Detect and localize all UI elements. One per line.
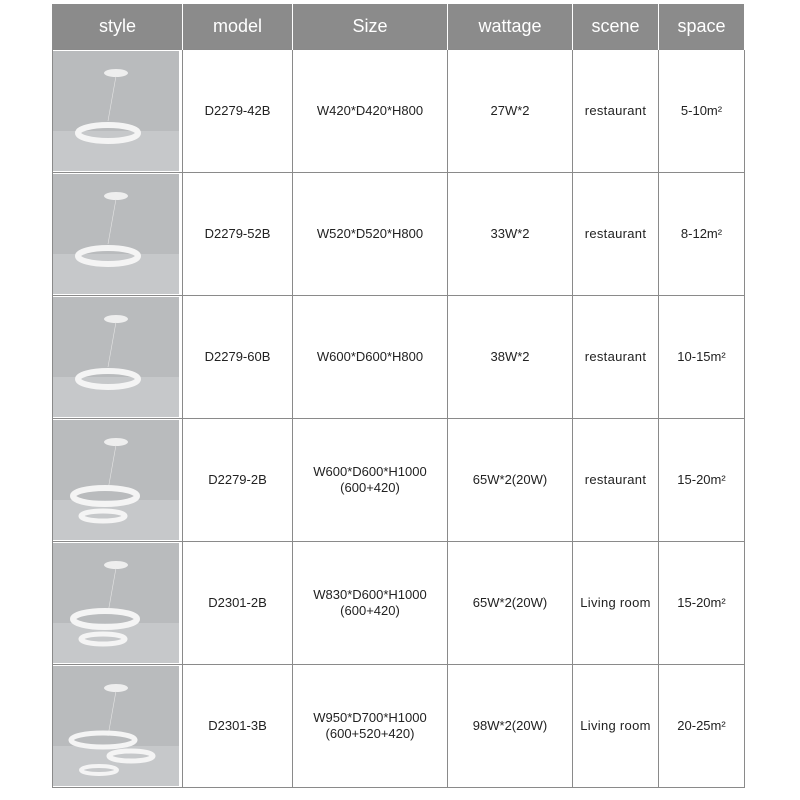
size-line: (600+420) — [340, 603, 400, 618]
model-cell: D2279-52B — [183, 173, 293, 296]
wattage-cell: 98W*2(20W) — [448, 665, 573, 788]
size-line: W420*D420*H800 — [316, 103, 424, 118]
style-cell — [53, 542, 183, 665]
scene-cell: restaurant — [573, 50, 659, 173]
scene-cell: restaurant — [573, 296, 659, 419]
header-scene: scene — [573, 4, 659, 50]
space-cell: 15-20m² — [659, 542, 745, 665]
size-line: W950*D700*H1000 — [313, 710, 427, 725]
wattage-cell: 38W*2 — [448, 296, 573, 419]
table-row — [53, 419, 745, 542]
style-cell — [53, 419, 183, 542]
table-row — [53, 542, 745, 665]
model-cell: D2301-2B — [183, 542, 293, 665]
size-cell — [293, 173, 448, 296]
size-line: (600+520+420) — [325, 726, 415, 741]
canopy — [104, 684, 128, 692]
spec-table — [52, 4, 745, 788]
lamp-photo — [53, 666, 179, 786]
size-cell — [293, 296, 448, 419]
wattage-cell: 65W*2(20W) — [448, 419, 573, 542]
table-row — [53, 665, 745, 788]
space-cell: 20-25m² — [659, 665, 745, 788]
header-style: style — [53, 4, 183, 50]
size-line: W520*D520*H800 — [316, 226, 424, 241]
canopy — [104, 315, 128, 323]
size-cell — [293, 665, 448, 788]
lamp-photo — [53, 420, 179, 540]
style-cell — [53, 665, 183, 788]
header-space: space — [659, 4, 745, 50]
model-cell: D2279-60B — [183, 296, 293, 419]
size-cell — [293, 50, 448, 173]
scene-cell: Living room — [573, 542, 659, 665]
size-line: W600*D600*H800 — [316, 349, 424, 364]
style-cell — [53, 173, 183, 296]
lamp-photo — [53, 174, 179, 294]
space-cell: 8-12m² — [659, 173, 745, 296]
canopy — [104, 561, 128, 569]
model-cell: D2301-3B — [183, 665, 293, 788]
table-row — [53, 50, 745, 173]
table-row — [53, 173, 745, 296]
size-cell — [293, 419, 448, 542]
lamp-photo — [53, 297, 179, 417]
size-cell — [293, 542, 448, 665]
table-row — [53, 296, 745, 419]
wattage-cell: 33W*2 — [448, 173, 573, 296]
wattage-cell: 27W*2 — [448, 50, 573, 173]
scene-cell: restaurant — [573, 419, 659, 542]
style-cell — [53, 296, 183, 419]
header-model: model — [183, 4, 293, 50]
header-wattage: wattage — [448, 4, 573, 50]
size-line: W600*D600*H1000 — [313, 464, 427, 479]
scene-cell: restaurant — [573, 173, 659, 296]
space-cell: 10-15m² — [659, 296, 745, 419]
canopy — [104, 69, 128, 77]
model-cell: D2279-2B — [183, 419, 293, 542]
lamp-photo — [53, 543, 179, 663]
wattage-cell: 65W*2(20W) — [448, 542, 573, 665]
space-cell: 15-20m² — [659, 419, 745, 542]
size-line: (600+420) — [340, 480, 400, 495]
lamp-photo — [53, 51, 179, 171]
canopy — [104, 192, 128, 200]
size-line: W830*D600*H1000 — [313, 587, 427, 602]
header-row — [53, 4, 745, 50]
header-size: Size — [293, 4, 448, 50]
space-cell: 5-10m² — [659, 50, 745, 173]
canopy — [104, 438, 128, 446]
model-cell: D2279-42B — [183, 50, 293, 173]
style-cell — [53, 50, 183, 173]
scene-cell: Living room — [573, 665, 659, 788]
